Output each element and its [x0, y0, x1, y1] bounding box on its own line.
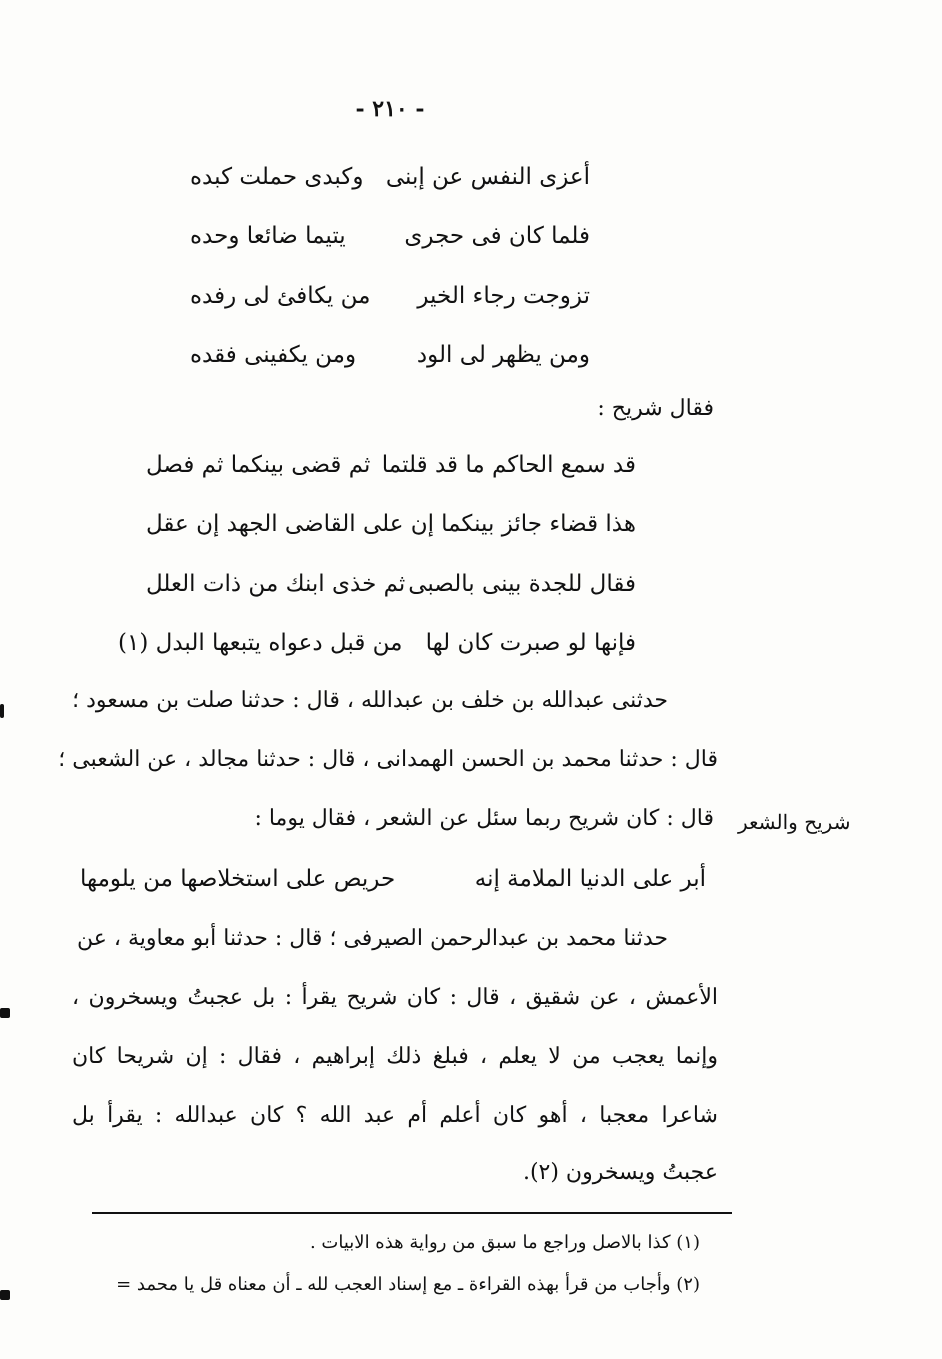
- verse-hemistich-left: من قبل دعواه يتبعها البدل (١): [118, 630, 403, 656]
- verse-hemistich-left: وكبدى حملت كبده: [190, 164, 364, 190]
- footnote: (٢) وأجاب من قرأ بهذه القراءة ـ مع إسناد العجب لله ـ أن معناه قل يا محمد =: [116, 1274, 700, 1295]
- verse-hemistich-right: فإنها لو صبرت كان لها: [425, 630, 636, 656]
- verse-line: [190, 283, 590, 315]
- verse-line: [146, 452, 636, 484]
- verse-hemistich-left: حريص على استخلاصها من يلومها: [80, 866, 396, 892]
- verse-hemistich-right: أعزى النفس عن إبنى: [385, 164, 590, 190]
- verse-hemistich-left: يتيما ضائعا وحده: [190, 223, 346, 249]
- text-line: وإنما يعجب من لا يعلم ، فبلغ ذلك إبراهيم ، فقال : إن شريحا كان: [72, 1044, 718, 1069]
- page-number: - ٢١٠ -: [355, 96, 425, 122]
- verse-hemistich-left: ومن يكفينى فقده: [190, 342, 357, 368]
- text-line: شاعرا معجبا ، أهو كان أعلم أم عبد الله ؟ كان عبدالله : يقرأ بل: [72, 1103, 718, 1128]
- verse-line: [146, 571, 636, 603]
- verse-line: [146, 511, 636, 543]
- verse-hemistich-right: تزوجت رجاء الخير: [417, 283, 590, 309]
- verse-line: [80, 866, 706, 898]
- verse-hemistich-left: من يكافئ لى رفده: [190, 283, 371, 309]
- footnote: (١) كذا بالاصل وراجع ما سبق من رواية هذه الابيات .: [309, 1232, 700, 1253]
- verse-line: [190, 342, 590, 374]
- text-line: الأعمش ، عن شقيق ، قال : كان شريح يقرأ : بل عجبتُ ويسخرون ،: [72, 985, 718, 1010]
- verse-hemistich-right: هذا قضاء جائز بينكما: [441, 511, 636, 537]
- verse-hemistich-right: قد سمع الحاكم ما قد قلتما: [381, 452, 636, 478]
- verse-hemistich-right: فقال للجدة بينى بالصبى: [408, 571, 636, 597]
- text-line: قال : كان شريح ربما سئل عن الشعر ، فقال يوما :: [254, 806, 714, 831]
- text-line: حدثنى عبدالله بن خلف بن عبدالله ، قال : حدثنا صلت بن مسعود ؛: [72, 688, 668, 713]
- verse-hemistich-right: فلما كان فى حجرى: [404, 223, 590, 249]
- scan-edge-mark: [0, 1290, 10, 1300]
- footnote-divider: [92, 1212, 732, 1214]
- verse-hemistich-left: إن على القاضى الجهد إن عقل: [146, 511, 435, 537]
- intro-line: فقال شريح :: [597, 396, 714, 421]
- verse-line: [190, 164, 590, 196]
- text-line: حدثنا محمد بن عبدالرحمن الصيرفى ؛ قال : حدثنا أبو معاوية ، عن: [77, 926, 668, 951]
- text-line: قال : حدثنا محمد بن الحسن الهمدانى ، قال : حدثنا مجالد ، عن الشعبى ؛: [58, 747, 718, 772]
- text-line: عجبتُ ويسخرون (٢).: [522, 1160, 718, 1185]
- verse-hemistich-left: ثم خذى ابنك من ذات العلل: [146, 571, 406, 597]
- scan-edge-mark: [0, 1008, 10, 1018]
- margin-note: شريح والشعر: [738, 810, 851, 834]
- verse-line: [190, 223, 590, 255]
- verse-hemistich-left: ثم قضى بينكما ثم فصل: [146, 452, 371, 478]
- scan-edge-mark: [0, 704, 4, 718]
- verse-hemistich-right: أبر على الدنيا الملامة إنه: [474, 866, 706, 892]
- verse-hemistich-right: ومن يظهر لى الود: [416, 342, 590, 368]
- verse-line: [118, 630, 636, 662]
